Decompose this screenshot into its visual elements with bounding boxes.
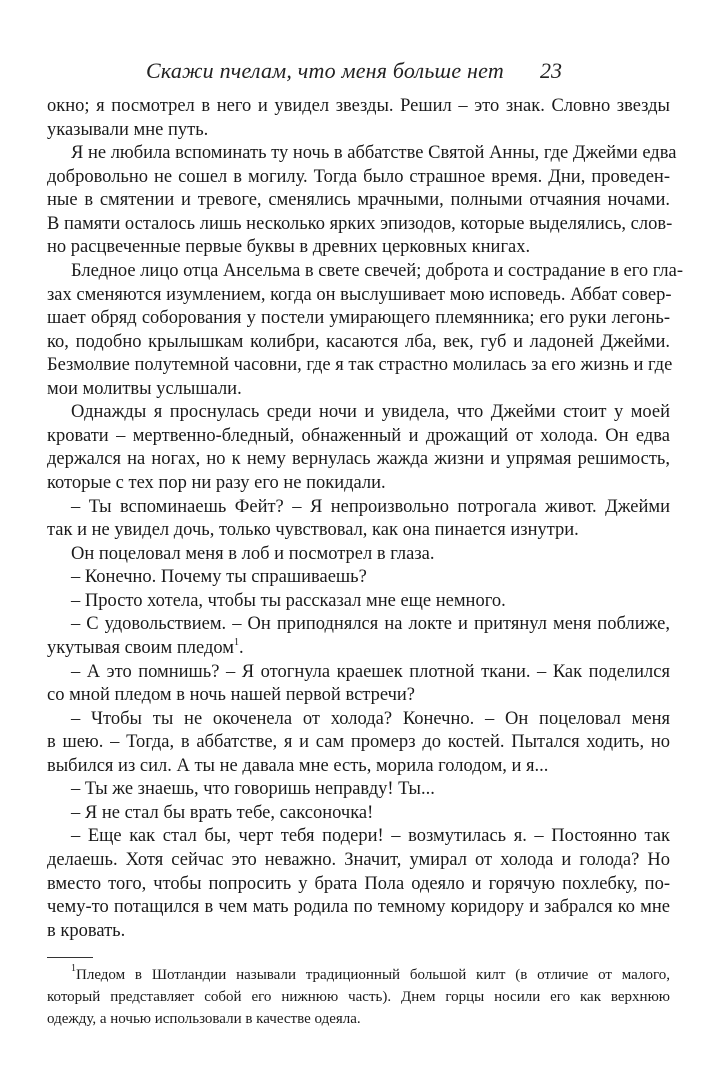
paragraph <box>47 825 670 943</box>
line-text: – Чтобы ты не окоченела от холода? Конечно. – Он поцеловал меня <box>71 708 670 729</box>
line-text: Он поцеловал меня в лоб и посмотрел в глаза. <box>71 543 435 564</box>
text-line <box>47 519 670 543</box>
footnote-marker: 1 <box>71 963 76 974</box>
line-text: – А это помнишь? – Я отогнула краешек плотной ткани. – Как поделился <box>71 661 670 682</box>
line-text: добровольно не сошел в могилу. Тогда было страшное время. Дни, проведен- <box>47 166 670 187</box>
text-line <box>47 401 670 425</box>
text-line <box>47 213 673 237</box>
text-line <box>47 873 670 897</box>
body-text <box>47 95 684 943</box>
paragraph <box>47 590 670 614</box>
text-line <box>47 95 670 119</box>
text-line <box>47 731 670 755</box>
line-text: кровати – мертвенно-бледный, обнаженный и дрожащий от холода. Он едва <box>47 425 670 446</box>
line-text: делаешь. Хотя сейчас это неважно. Значит, умирал от холода и голода? Но <box>47 850 670 870</box>
text-line <box>47 496 670 520</box>
line-text-tail: . <box>239 637 244 658</box>
line-text: чему-то потащился в чем мать родила по темному коридору и забрался ко мне <box>47 897 670 918</box>
footnote-text: который представляет собой его нижнюю часть). Днем горцы носили его как верхнюю <box>47 989 670 1005</box>
paragraph <box>47 260 684 401</box>
line-text: мои молитвы услышали. <box>47 378 242 399</box>
text-line <box>47 472 670 496</box>
text-line <box>47 378 670 402</box>
text-line <box>47 637 670 661</box>
paragraph <box>47 401 670 495</box>
line-text: – Ты же знаешь, что говоришь неправду! Ты... <box>71 779 435 800</box>
line-text: шает обряд соборования у постели умирающего племянника; его руки легонь- <box>47 308 670 329</box>
footnote-reference[interactable]: 1 <box>234 636 239 648</box>
line-text: – Ты вспоминаешь Фейт? – Я непроизвольно потрогала живот. Джейми <box>71 496 670 517</box>
line-text: ко, подобно крылышкам колибри, касаются лба, век, губ и ладоней Джейми. <box>47 331 670 352</box>
line-text: со мной пледом в ночь нашей первой встречи? <box>47 685 416 706</box>
line-text: вместо того, чтобы попросить у брата Пола одеяло и горячую похлебку, по- <box>47 873 670 894</box>
footnote-text: Пледом в Шотландии называли традиционный большой килт (в отличие от малого, <box>76 967 670 983</box>
text-line <box>47 166 670 190</box>
text-line <box>47 142 677 166</box>
running-header <box>0 58 728 86</box>
line-text: но расцвеченные первые буквы в древних церковных книгах. <box>47 237 531 258</box>
line-text: – Я не стал бы врать тебе, саксоночка! <box>71 802 374 823</box>
line-text: – Просто хотела, чтобы ты рассказал мне еще немного. <box>71 590 506 611</box>
line-text: укутывая своим пледом <box>47 637 234 658</box>
footnote-line <box>47 1008 670 1030</box>
paragraph <box>47 708 670 779</box>
paragraph <box>47 566 670 590</box>
line-text: окно; я посмотрел в него и увидел звезды. Решил – это знак. Словно звезды <box>47 96 670 116</box>
footnote-line <box>47 964 670 986</box>
paragraph <box>47 95 670 142</box>
line-text: в шею. – Тогда, в аббатстве, я и сам промерз до костей. Пытался ходить, но <box>47 732 670 753</box>
text-line <box>47 260 684 284</box>
line-text: Однажды я проснулась среди ночи и увидела, что Джейми стоит у моей <box>71 402 670 423</box>
paragraph <box>47 613 670 660</box>
text-line <box>47 119 670 143</box>
paragraph <box>47 543 670 567</box>
footnote <box>47 964 670 1030</box>
page-number: 23 <box>540 58 562 83</box>
text-line <box>47 448 670 472</box>
text-line <box>47 825 670 849</box>
text-line <box>47 307 670 331</box>
text-line <box>47 189 670 213</box>
line-text: указывали мне путь. <box>47 119 209 140</box>
line-text: выбился из сил. А ты не давала мне есть, морила голодом, и я... <box>47 755 549 776</box>
paragraph <box>47 496 670 543</box>
line-text: Я не любила вспоминать ту ночь в аббатстве Святой Анны, где Джейми едва <box>71 143 677 164</box>
line-text: держался на ногах, но к нему вернулась жажда жизни и упрямая решимость, <box>47 449 670 470</box>
text-line <box>47 802 670 826</box>
line-text: которые с тех пор ни разу его не покидали. <box>47 473 386 493</box>
line-text: – С удовольствием. – Он приподнялся на локте и притянул меня поближе, <box>71 614 670 635</box>
paragraph <box>47 802 670 826</box>
running-title: Скажи пчелам, что меня больше нет <box>146 58 504 83</box>
text-line <box>47 684 670 708</box>
line-text: Бледное лицо отца Ансельма в свете свечей; доброта и сострадание в его гла- <box>71 260 684 281</box>
paragraph <box>47 142 677 260</box>
text-line <box>47 920 670 944</box>
text-line <box>47 708 670 732</box>
text-line <box>47 755 670 779</box>
text-line <box>47 284 670 308</box>
paragraph <box>47 778 670 802</box>
line-text: ные в смятении и тревоге, сменялись мрачными, полными отчаяния ночами. <box>47 190 670 211</box>
line-text: Безмолвие полутемной часовни, где я так страстно молилась за его жизнь и где <box>47 355 673 376</box>
footnote-divider <box>47 957 93 958</box>
text-line <box>47 566 670 590</box>
text-line <box>47 661 670 685</box>
line-text: – Еще как стал бы, черт тебя подери! – возмутилась я. – Постоянно так <box>71 826 670 847</box>
line-text: В памяти осталось лишь несколько ярких эпизодов, которые выделялись, слов- <box>47 213 673 234</box>
line-text: в кровать. <box>47 920 126 941</box>
line-text: зах сменяются изумлением, когда он выслушивает мою исповедь. Аббат совер- <box>47 284 672 305</box>
footnote-line <box>47 986 670 1008</box>
text-line <box>47 896 670 920</box>
text-line <box>47 331 670 355</box>
text-line <box>47 354 673 378</box>
text-line <box>47 778 670 802</box>
text-line <box>47 590 670 614</box>
text-line <box>47 613 670 637</box>
text-line <box>47 425 670 449</box>
line-text: – Конечно. Почему ты спрашиваешь? <box>71 567 367 588</box>
line-text: так и не увидел дочь, только чувствовал, как она пинается изнутри. <box>47 520 579 541</box>
text-line <box>47 849 670 873</box>
text-line <box>47 236 670 260</box>
text-line <box>47 543 670 567</box>
footnote-text: одежду, а ночью использовали в качестве одеяла. <box>47 1011 361 1027</box>
paragraph <box>47 661 670 708</box>
